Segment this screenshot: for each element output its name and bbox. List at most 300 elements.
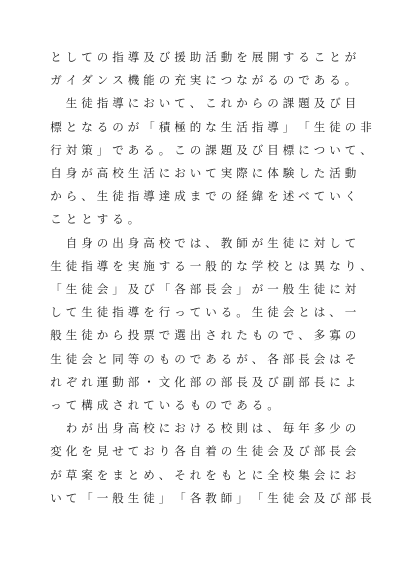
- text-char: 会: [220, 282, 233, 296]
- text-char: 一: [189, 258, 202, 273]
- text-line: [0, 162, 410, 184]
- text-char: 、: [158, 467, 171, 482]
- text-char: 援: [174, 50, 186, 64]
- text-char: 出: [112, 235, 124, 250]
- text-char: 生: [267, 490, 279, 505]
- text-char: 部: [127, 374, 140, 389]
- text-char: 校: [143, 421, 155, 436]
- text-char: 充: [174, 73, 186, 88]
- text-char: 「: [81, 490, 93, 505]
- text-char: の: [96, 235, 109, 250]
- text-char: の: [96, 50, 109, 64]
- text-char: 部: [344, 490, 357, 505]
- text-char: る: [251, 398, 264, 412]
- text-char: に: [329, 467, 341, 482]
- text-char: 指: [96, 96, 109, 111]
- text-char: わ: [65, 421, 78, 436]
- text-char: あ: [313, 73, 326, 88]
- text-char: 、: [298, 328, 310, 343]
- text-char: あ: [127, 142, 140, 157]
- text-line: [0, 417, 410, 439]
- text-char: あ: [236, 398, 248, 412]
- text-char: 校: [267, 258, 279, 273]
- text-char: 生: [236, 444, 248, 459]
- text-char: 会: [96, 282, 109, 296]
- text-char: 題: [220, 142, 233, 157]
- text-char: と: [236, 467, 248, 482]
- text-char: 。: [158, 142, 171, 157]
- text-char: に: [298, 235, 310, 250]
- text-char: る: [267, 73, 279, 88]
- text-char: が: [251, 235, 264, 250]
- text-char: 生: [81, 305, 93, 320]
- text-line: [0, 185, 410, 207]
- text-char: に: [158, 421, 171, 436]
- text-char: す: [158, 258, 171, 273]
- text-char: い: [50, 490, 62, 505]
- text-char: て: [127, 444, 140, 459]
- text-char: こ: [50, 212, 62, 227]
- text-char: で: [158, 328, 171, 343]
- text-char: び: [251, 142, 264, 157]
- text-char: 部: [189, 282, 202, 296]
- text-char: 学: [251, 258, 264, 273]
- text-char: そ: [344, 351, 357, 366]
- text-char: 一: [267, 282, 279, 296]
- text-char: の: [267, 328, 279, 343]
- text-char: 徒: [112, 189, 124, 204]
- text-char: 機: [127, 73, 140, 88]
- text-char: に: [127, 96, 140, 111]
- text-char: ま: [112, 467, 124, 482]
- text-line: [0, 394, 410, 416]
- text-char: 指: [127, 189, 140, 204]
- text-char: 動: [344, 166, 357, 180]
- text-char: 化: [174, 374, 186, 389]
- text-char: 課: [282, 96, 295, 111]
- text-char: 導: [112, 96, 124, 111]
- text-char: 会: [298, 490, 310, 505]
- text-char: 長: [329, 444, 341, 459]
- text-char: 活: [236, 119, 248, 134]
- text-char: 長: [205, 282, 217, 296]
- text-char: れ: [127, 398, 140, 412]
- text-char: の: [158, 73, 171, 88]
- text-char: 及: [127, 282, 140, 296]
- text-char: 及: [313, 96, 326, 111]
- text-line: [0, 487, 410, 509]
- text-char: 生: [251, 305, 264, 320]
- text-char: と: [96, 351, 109, 366]
- text-char: 導: [267, 119, 279, 134]
- text-char: 生: [50, 351, 62, 366]
- text-line: [0, 232, 410, 254]
- text-char: で: [205, 189, 217, 204]
- text-char: 題: [298, 96, 310, 111]
- text-char: と: [50, 50, 62, 64]
- text-char: 動: [112, 374, 124, 389]
- text-char: と: [329, 50, 341, 64]
- text-char: 緯: [251, 189, 264, 204]
- text-char: な: [329, 258, 341, 273]
- text-char: 」: [236, 490, 248, 505]
- text-char: 的: [220, 258, 233, 273]
- text-char: 徒: [81, 328, 93, 343]
- text-char: 少: [329, 421, 341, 436]
- text-char: 、: [189, 96, 202, 111]
- text-char: の: [282, 73, 295, 88]
- text-char: 出: [189, 328, 202, 343]
- text-char: 校: [282, 467, 295, 482]
- text-char: 、: [205, 235, 217, 250]
- text-char: 。: [267, 398, 279, 412]
- text-char: の: [205, 398, 217, 412]
- text-char: て: [344, 235, 357, 250]
- text-char: ら: [251, 96, 264, 111]
- text-char: 及: [143, 50, 155, 64]
- text-char: 徒: [267, 305, 279, 320]
- text-char: を: [81, 444, 93, 459]
- text-char: っ: [174, 305, 186, 320]
- text-char: 」: [158, 490, 171, 505]
- text-char: 票: [143, 328, 155, 343]
- text-char: て: [65, 490, 78, 505]
- text-char: 部: [282, 351, 295, 366]
- text-char: て: [189, 305, 202, 320]
- text-char: 積: [158, 119, 171, 134]
- text-char: 。: [236, 305, 248, 320]
- text-char: あ: [205, 351, 217, 366]
- text-char: び: [267, 374, 279, 389]
- text-char: び: [143, 282, 155, 296]
- text-char: な: [205, 119, 217, 134]
- text-char: 高: [96, 166, 109, 180]
- text-char: 実: [189, 73, 202, 88]
- text-char: 課: [205, 142, 217, 157]
- text-char: 一: [344, 305, 357, 320]
- text-char: に: [158, 166, 171, 180]
- text-char: 生: [65, 282, 78, 296]
- text-char: 生: [127, 166, 140, 180]
- text-char: と: [282, 258, 295, 273]
- text-char: 選: [174, 328, 186, 343]
- text-char: で: [174, 235, 186, 250]
- text-char: な: [236, 73, 248, 88]
- text-char: 標: [282, 142, 295, 157]
- text-char: れ: [81, 374, 93, 389]
- text-char: 各: [189, 490, 202, 505]
- text-char: び: [329, 96, 341, 111]
- text-char: お: [344, 467, 357, 482]
- text-char: る: [143, 142, 155, 157]
- text-char: は: [189, 235, 202, 250]
- text-char: 成: [96, 398, 109, 412]
- text-char: べ: [298, 189, 310, 204]
- text-char: れ: [220, 96, 233, 111]
- text-line: [0, 371, 410, 393]
- text-char: 校: [158, 235, 171, 250]
- text-char: 導: [127, 50, 140, 64]
- text-char: 会: [313, 467, 326, 482]
- text-char: 集: [298, 467, 310, 482]
- text-char: 身: [127, 235, 140, 250]
- text-char: つ: [313, 142, 326, 157]
- text-line: [0, 255, 410, 277]
- text-char: 。: [344, 73, 357, 88]
- text-char: な: [236, 258, 248, 273]
- text-char: 着: [205, 444, 217, 459]
- text-char: 案: [81, 467, 93, 482]
- text-char: で: [282, 328, 295, 343]
- text-line: [0, 139, 410, 161]
- text-char: 同: [112, 351, 124, 366]
- text-char: た: [313, 166, 326, 180]
- text-char: で: [220, 398, 233, 412]
- text-char: 会: [81, 351, 93, 366]
- text-char: の: [267, 96, 279, 111]
- text-char: け: [189, 421, 202, 436]
- text-char: 、: [329, 305, 341, 320]
- text-char: 生: [65, 328, 78, 343]
- text-char: し: [298, 166, 310, 180]
- text-char: 自: [50, 166, 62, 180]
- text-char: さ: [112, 398, 124, 412]
- text-char: と: [65, 119, 78, 134]
- text-char: 」: [96, 142, 109, 157]
- text-char: 会: [313, 351, 326, 366]
- text-char: が: [81, 166, 93, 180]
- text-char: 生: [298, 282, 310, 296]
- text-char: て: [143, 398, 155, 412]
- text-char: く: [344, 189, 357, 204]
- text-char: で: [189, 351, 202, 366]
- text-char: 達: [158, 189, 171, 204]
- text-char: 寡: [329, 328, 341, 343]
- text-char: 部: [298, 374, 310, 389]
- text-char: で: [298, 73, 310, 88]
- text-char: の: [220, 189, 233, 204]
- text-char: 生: [220, 119, 233, 134]
- text-char: は: [251, 421, 264, 436]
- text-char: て: [65, 305, 78, 320]
- text-char: 」: [236, 282, 248, 296]
- text-char: の: [220, 444, 233, 459]
- text-char: 実: [220, 166, 233, 180]
- text-char: い: [158, 96, 171, 111]
- text-char: ま: [189, 189, 202, 204]
- text-char: 長: [360, 490, 372, 505]
- text-char: が: [251, 73, 264, 88]
- text-char: が: [344, 50, 357, 64]
- text-char: こ: [205, 96, 217, 111]
- text-char: 展: [251, 50, 264, 64]
- text-char: 多: [313, 421, 326, 436]
- text-char: お: [174, 421, 186, 436]
- text-char: 」: [282, 119, 295, 134]
- text-char: も: [251, 328, 264, 343]
- text-char: よ: [344, 374, 357, 389]
- text-char: な: [81, 119, 93, 134]
- text-char: 」: [112, 282, 124, 296]
- text-char: 徒: [143, 490, 155, 505]
- text-char: 生: [50, 258, 62, 273]
- text-char: ン: [96, 73, 109, 88]
- text-char: 構: [81, 398, 93, 412]
- text-char: い: [158, 398, 171, 412]
- text-char: て: [174, 96, 186, 111]
- text-char: 生: [127, 490, 140, 505]
- text-char: と: [65, 212, 78, 227]
- text-char: ら: [112, 328, 124, 343]
- text-char: 各: [267, 351, 279, 366]
- text-char: 部: [189, 374, 202, 389]
- text-char: 活: [329, 166, 341, 180]
- text-char: い: [329, 189, 341, 204]
- text-line: [0, 208, 410, 230]
- text-char: し: [329, 235, 341, 250]
- text-char: 徒: [81, 282, 93, 296]
- text-char: 各: [174, 444, 186, 459]
- text-char: 及: [236, 142, 248, 157]
- text-char: 徒: [282, 235, 295, 250]
- text-char: つ: [220, 73, 233, 88]
- text-char: ガ: [50, 73, 62, 88]
- text-char: の: [143, 351, 155, 366]
- text-char: 変: [50, 444, 62, 459]
- text-char: た: [236, 328, 248, 343]
- text-char: が: [251, 282, 264, 296]
- text-char: 般: [112, 490, 124, 505]
- text-char: に: [329, 282, 341, 296]
- text-char: 会: [344, 444, 357, 459]
- text-char: ぞ: [65, 374, 78, 389]
- text-char: 身: [81, 235, 93, 250]
- text-char: 会: [282, 305, 295, 320]
- text-char: ダ: [81, 73, 93, 88]
- text-char: 徒: [251, 444, 264, 459]
- text-char: 運: [96, 374, 109, 389]
- text-char: が: [236, 351, 248, 366]
- text-char: 目: [267, 142, 279, 157]
- text-char: 毎: [282, 421, 295, 436]
- text-char: れ: [220, 328, 233, 343]
- text-char: 投: [127, 328, 140, 343]
- text-char: 成: [174, 189, 186, 204]
- text-char: 極: [174, 119, 186, 134]
- text-char: し: [50, 305, 62, 320]
- text-char: 長: [236, 374, 248, 389]
- text-char: 指: [112, 305, 124, 320]
- text-char: に: [298, 142, 310, 157]
- text-char: 徒: [282, 490, 295, 505]
- text-char: 活: [205, 50, 217, 64]
- text-char: 対: [65, 142, 78, 157]
- text-char: て: [205, 166, 217, 180]
- text-char: っ: [50, 398, 62, 412]
- text-char: 導: [96, 258, 109, 273]
- text-char: し: [65, 50, 78, 64]
- text-char: 「: [158, 282, 171, 296]
- text-char: 。: [127, 212, 140, 227]
- text-char: の: [112, 119, 124, 134]
- text-char: も: [189, 398, 202, 412]
- text-char: そ: [174, 467, 186, 482]
- text-char: 導: [127, 305, 140, 320]
- text-char: か: [236, 96, 248, 111]
- text-char: で: [112, 142, 124, 157]
- text-char: び: [298, 444, 310, 459]
- text-char: に: [251, 166, 264, 180]
- text-char: 活: [143, 166, 155, 180]
- text-char: 化: [65, 444, 78, 459]
- text-char: を: [143, 305, 155, 320]
- text-char: れ: [50, 374, 62, 389]
- text-char: 対: [313, 235, 326, 250]
- text-char: る: [174, 398, 186, 412]
- text-char: 生: [65, 96, 78, 111]
- text-char: ス: [112, 73, 124, 88]
- text-char: て: [344, 142, 357, 157]
- text-char: て: [313, 189, 326, 204]
- text-char: 導: [143, 189, 155, 204]
- text-char: 指: [112, 50, 124, 64]
- text-char: 身: [65, 166, 78, 180]
- text-char: と: [127, 467, 140, 482]
- text-char: に: [251, 467, 264, 482]
- text-char: こ: [313, 50, 326, 64]
- text-char: に: [205, 73, 217, 88]
- text-char: 自: [189, 444, 202, 459]
- text-line: [0, 464, 410, 486]
- text-char: る: [220, 305, 233, 320]
- text-char: 体: [267, 166, 279, 180]
- text-char: か: [96, 328, 109, 343]
- text-char: 長: [313, 374, 326, 389]
- text-char: 会: [267, 444, 279, 459]
- text-char: イ: [65, 73, 78, 88]
- text-char: 「: [251, 490, 264, 505]
- text-char: 非: [360, 119, 372, 134]
- text-char: 指: [81, 258, 93, 273]
- text-char: と: [298, 305, 310, 320]
- text-char: る: [298, 50, 310, 64]
- text-char: を: [96, 467, 109, 482]
- text-char: の: [174, 351, 186, 366]
- text-char: れ: [189, 467, 202, 482]
- text-char: 「: [298, 119, 310, 134]
- text-char: 生: [313, 119, 326, 134]
- text-char: 、: [360, 142, 372, 157]
- text-char: 校: [112, 166, 124, 180]
- text-char: の: [205, 374, 217, 389]
- text-char: 生: [96, 189, 109, 204]
- text-char: か: [50, 189, 62, 204]
- text-char: る: [174, 258, 186, 273]
- text-char: 目: [344, 96, 357, 111]
- text-char: 徒: [65, 258, 78, 273]
- text-char: 年: [298, 421, 310, 436]
- text-char: 及: [313, 490, 326, 505]
- text-char: の: [344, 119, 357, 134]
- text-char: ら: [65, 189, 78, 204]
- text-char: 部: [220, 374, 233, 389]
- text-char: 長: [298, 351, 310, 366]
- text-char: 的: [189, 119, 202, 134]
- text-char: 能: [143, 73, 155, 88]
- text-char: お: [143, 444, 155, 459]
- text-char: り: [344, 258, 357, 273]
- text-char: 「: [143, 119, 155, 134]
